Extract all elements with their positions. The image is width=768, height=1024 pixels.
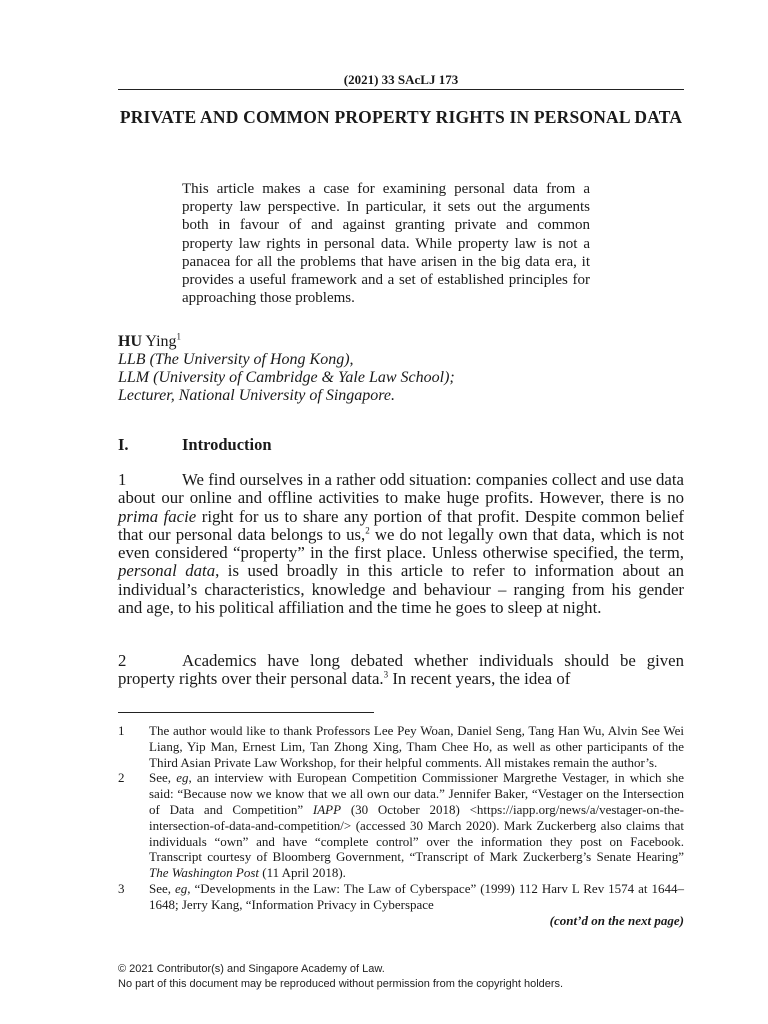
author-line [118, 333, 181, 351]
footnote-number: 2 [118, 770, 125, 786]
footnote-number: 1 [118, 723, 125, 738]
section-number: I. [118, 435, 129, 454]
paragraph-number: 2 [118, 651, 127, 670]
emphasis-text: The Washington Post [149, 865, 260, 881]
paragraph [118, 652, 684, 689]
footnote [118, 770, 684, 881]
paragraph-number: 1 [118, 470, 127, 489]
emphasis-text: personal data [118, 561, 216, 581]
author-footnote-ref[interactable]: 1 [176, 331, 182, 342]
affiliation-line: Lecturer, National University of Singapore. [118, 387, 396, 404]
footnote-segment: See, [149, 770, 172, 786]
footnote-separator [118, 712, 374, 713]
header-rule [118, 89, 684, 90]
footnote-segment: See, [149, 880, 172, 896]
emphasis-text: eg [175, 880, 188, 896]
abstract: This article makes a case for examining personal data from a property law perspective. In particular, it sets out the arguments both in favour of and against granting private and common property law rights in personal data. While property law is not a panacea for all the problems that have arisen in the big data era, it provides a useful framework and a set of established principles for approaching those problems. [182, 181, 590, 307]
continued-note: (cont’d on the next page) [549, 912, 684, 928]
footnote-ref[interactable]: 2 [365, 525, 370, 536]
author-surname: HU [118, 333, 142, 350]
footnote-segment: , an interview with European Competition Commissioner Margrethe Vestager, in which she said: “Because now we know that we all own our data.” Jennifer Baker, “Vestager on the Intersection of Data and Competition” [149, 770, 684, 817]
footnote-ref[interactable]: 3 [383, 669, 389, 680]
footnote-text: The author would like to thank Professors Lee Pey Woan, Daniel Seng, Tang Han Wu, Alvin See Wei Liang, Yip Man, Ernest Lim, Tan Zhong Xing, Tham Chee Ho, as well as other participants of the Third Asian Private Law Workshop, for their helpful comments. All mistakes remain the author’s. [149, 723, 684, 770]
section-heading [118, 435, 684, 455]
emphasis-text: eg [176, 770, 189, 786]
copyright-line: © 2021 Contributor(s) and Singapore Academy of Law. [118, 963, 385, 975]
footnote-text [149, 770, 684, 881]
emphasis-text: prima facie [118, 506, 197, 526]
paragraph-text: Academics have long debated whether individuals should be given property rights over their personal data. [118, 651, 684, 689]
affiliation-line: LLM (University of Cambridge & Yale Law School); [118, 369, 455, 386]
footnote [118, 723, 684, 770]
paragraph-text: , is used broadly in this article to refer to information about an individual’s characteristics, knowledge and behaviour – ranging from his gender and age, to his political affiliation and the time he goes to sleep at night. [118, 561, 685, 618]
footnote-number: 3 [118, 880, 125, 896]
paragraph [118, 471, 684, 617]
author-given-name: Ying [145, 333, 177, 350]
footnote-segment: (11 April 2018). [262, 865, 346, 881]
footnote-segment: , “Developments in the Law: The Law of Cyberspace” (1999) 112 Harv L Rev 1574 at 1644–1648; Jerry Kang, “Information Privacy in Cyberspace [149, 880, 685, 912]
paragraph-text: We find ourselves in a rather odd situation: companies collect and use data about our online and offline activities to make huge profits. However, there is no [118, 470, 684, 508]
footnote [118, 881, 684, 913]
paragraph-text: In recent years, the idea of [392, 669, 571, 689]
article-title: PRIVATE AND COMMON PROPERTY RIGHTS IN PERSONAL DATA [119, 107, 683, 127]
journal-citation: (2021) 33 SAcLJ 173 [343, 72, 459, 87]
paragraph-text: right for us to share any portion of that profit. Despite common belief that our personal data belongs to us, [118, 506, 684, 544]
footnote-segment: (30 October 2018) <https://iapp.org/news/a/vestager-on-the-intersection-of-data-and-competition/> (accessed 30 March 2020). Mark Zuckerberg also claims that individuals “own” and have “complete control” over the information they post on Facebook. Transcript courtesy of Bloomberg Government, “Transcript of Mark Zuckerberg’s Senate Hearing” [149, 801, 684, 865]
paragraph-text: we do not legally own that data, which is not even considered “property” in the first place. Unless otherwise specified, the term, [118, 524, 684, 563]
affiliation-line: LLB (The University of Hong Kong), [118, 351, 354, 368]
author-affiliations [118, 351, 455, 405]
copyright-line: No part of this document may be reproduced without permission from the copyright holders. [118, 977, 564, 990]
copyright-notice [118, 962, 684, 991]
footnotes [118, 723, 684, 928]
footnote-text [149, 881, 684, 913]
emphasis-text: IAPP [312, 801, 342, 817]
section-title: Introduction [182, 435, 272, 454]
